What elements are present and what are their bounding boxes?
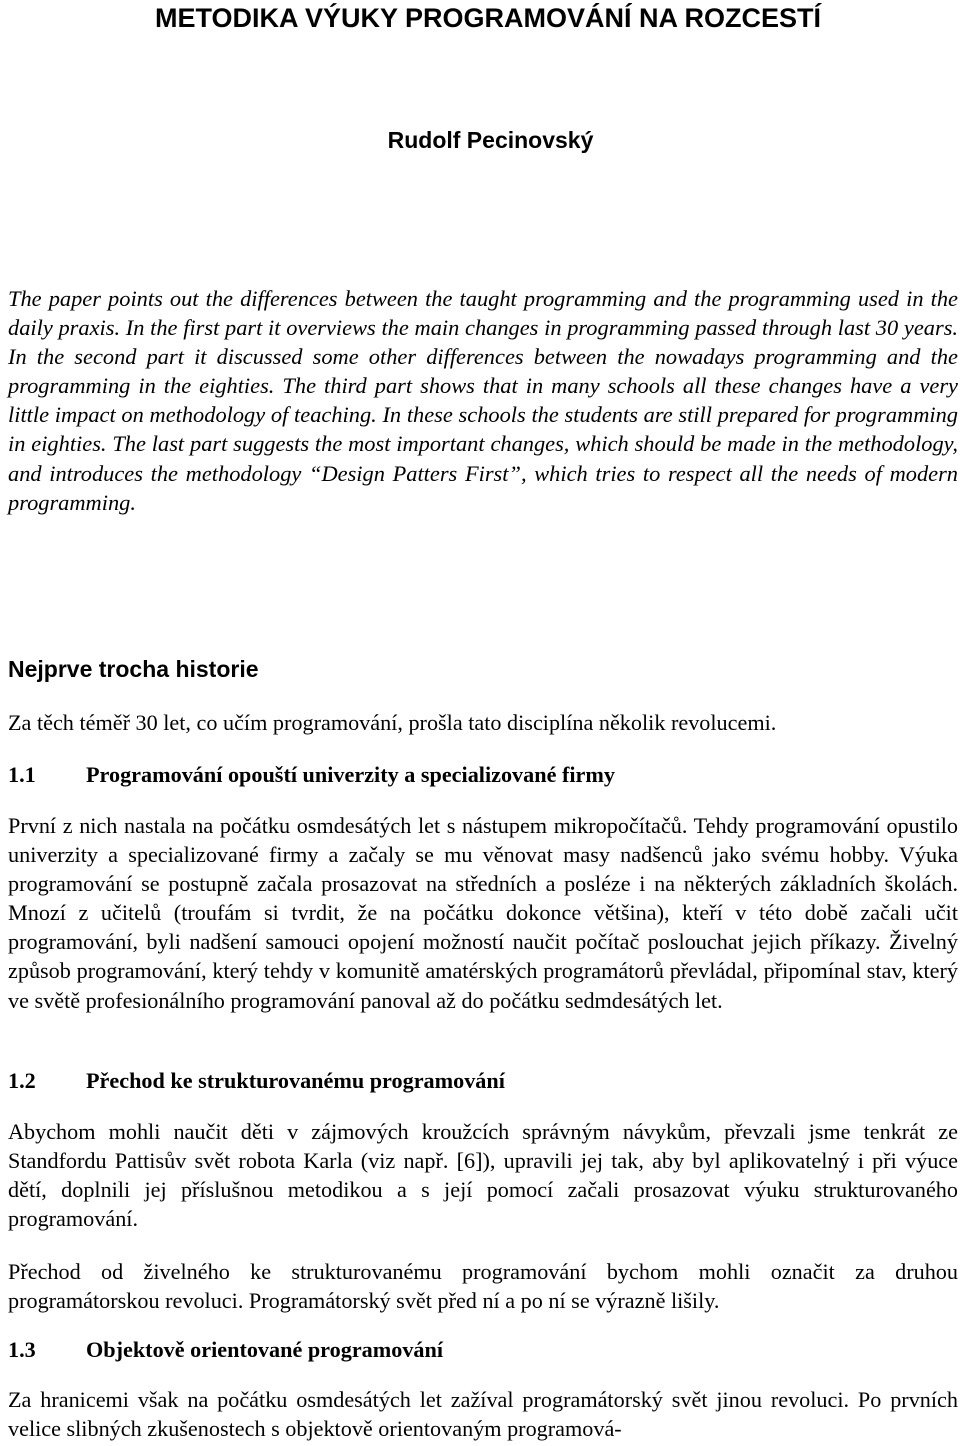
subsection-number: 1.3 — [8, 1337, 36, 1362]
section-intro: Za těch téměř 30 let, co učím programování, prošla tato disciplína několik revolucemi. — [8, 710, 777, 735]
paragraph: Abychom mohli naučit děti v zájmových kroužcích správným návykům, převzali jsme tenkrát ze Standfordu Pattisův svět robota Karla (viz např. [6]), upravili jej tak, aby byl aplikovatelný i při výuce dětí, doplnili jej příslušnou metodikou a s její pomocí začali prosazovat výuku strukturovaného programování. — [8, 1119, 958, 1232]
paragraph: Přechod od živelného ke strukturovanému programování bychom mohli označit za druhou programátorskou revoluci. Programátorský svět před ní a po ní se výrazně lišily. — [8, 1259, 958, 1314]
paragraph: První z nich nastala na počátku osmdesátých let s nástupem mikropočítačů. Tehdy programování opustilo univerzity a specializované firmy a začaly se mu věnovat masy nadšenců jako svému hobby. Výuka programování se postupně začala prosazovat na středních a posléze i na některých základních školách. Mnozí z učitelů (troufám si tvrdit, že na počátku dokonce většina), kteří v této době začali učit programování, byli nadšení samouci opojení možností naučit počítač poslouchat jejich příkazy. Živelný způsob programování, který tehdy v komunitě amatérských programátorů převládal, připomínal stav, který ve světě profesionálního programování panoval až do počátku sedmdesátých let. — [8, 813, 958, 1013]
paper-title: METODIKA VÝUKY PROGRAMOVÁNÍ NA ROZCESTÍ — [154, 3, 822, 33]
abstract: The paper points out the differences between the taught programming and the programming used in the daily praxis. In the first part it overviews the main changes in programming passed through last 30 years. In the second part it discussed some other differences between the nowadays programming and the programming in the eighties. The third part shows that in many schools all these changes have a very little impact on methodology of teaching. In these schools the students are still prepared for programming in eighties. The last part suggests the most important changes, which should be made in the methodology, and introduces the methodology “Design Patters First”, which tries to respect all the needs of modern programming. — [8, 286, 958, 515]
subsection-number: 1.2 — [8, 1068, 36, 1093]
subsection-heading-1-3 — [8, 1337, 443, 1363]
paragraph: Za hranicemi však na počátku osmdesátých let zažíval programátorský svět jinou revoluci. Po prvních velice slibných zkušenostech s objektově orientovaným programová- — [8, 1387, 958, 1442]
subsection-number: 1.1 — [8, 762, 36, 787]
subsection-title: Objektově orientované programování — [86, 1337, 444, 1362]
section-title: Nejprve trocha historie — [8, 656, 259, 682]
subsection-title: Přechod ke strukturovanému programování — [86, 1068, 505, 1093]
subsection-title: Programování opouští univerzity a specializované firmy — [86, 762, 615, 787]
author-name: Rudolf Pecinovský — [387, 127, 594, 153]
subsection-heading-1-1 — [8, 762, 615, 788]
subsection-heading-1-2 — [8, 1068, 505, 1094]
